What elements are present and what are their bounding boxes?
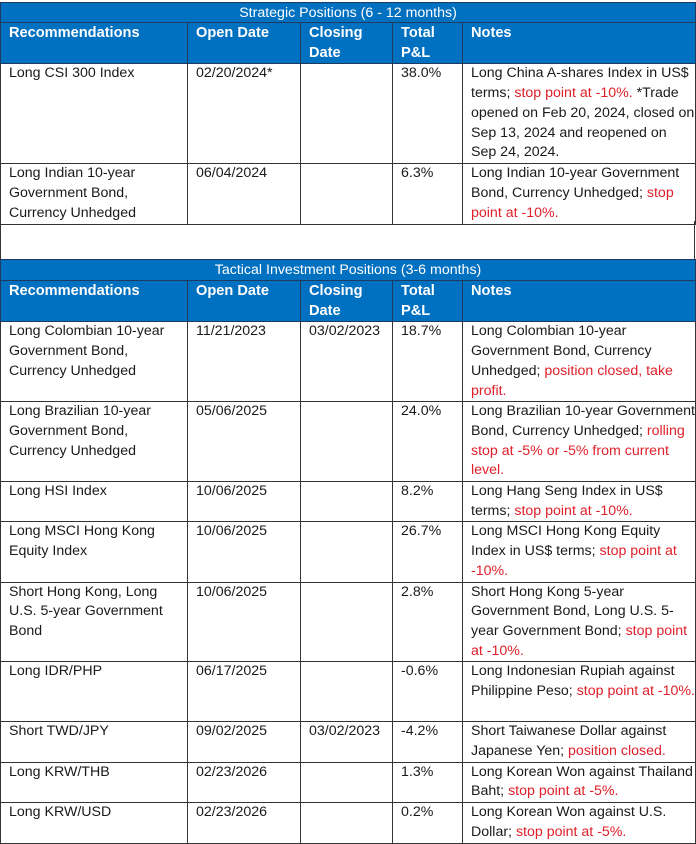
open-date-cell: 02/23/2026 [188,762,301,802]
table-row [1,582,696,662]
notes-text: Long Indonesian Rupiah against Philippine Peso; [471,663,675,700]
notes-alert-text: stop point at -10%. [514,502,633,519]
closing-date-cell [301,662,393,722]
table-row [1,164,696,224]
table-row [1,482,696,522]
column-header-total-pl: Total P&L [393,23,463,64]
total-pl-cell: 0.2% [393,803,463,843]
notes-text: Long Colombian 10-year Government Bond, Currency Unhedged; [471,323,652,379]
closing-date-cell [301,762,393,802]
total-pl-cell: 38.0% [393,64,463,164]
notes-alert-text: stop point at -5%. [508,783,619,800]
closing-date-cell: 03/02/2023 [301,722,393,762]
notes-alert-text: stop point at -10%. [576,683,695,700]
recommendation-cell: Long KRW/USD [1,803,188,843]
closing-date-cell: 03/02/2023 [301,322,393,402]
notes-text: Long Brazilian 10-year Government Bond, Currency Unhedged; [471,403,695,439]
open-date-cell: 10/06/2025 [188,482,301,522]
total-pl-cell: -4.2% [393,722,463,762]
column-header-open-date: Open Date [188,23,301,64]
recommendation-cell: Long Indian 10-year Government Bond, Currency Unhedged [1,164,188,224]
total-pl-cell: 1.3% [393,762,463,802]
recommendation-cell: Long HSI Index [1,482,188,522]
table-row [1,402,696,482]
open-date-cell: 05/06/2025 [188,402,301,482]
recommendation-cell: Long KRW/THB [1,762,188,802]
recommendation-cell: Long Colombian 10-year Government Bond, Currency Unhedged [1,322,188,402]
total-pl-cell: 24.0% [393,402,463,482]
recommendation-cell: Long CSI 300 Index [1,64,188,164]
notes-cell [463,322,696,402]
notes-text: Long Hang Seng Index in US$ terms; [471,483,663,519]
total-pl-cell: 6.3% [393,164,463,224]
notes-cell [463,402,696,482]
notes-text: Long Korean Won against U.S. Dollar; [471,804,667,840]
closing-date-cell [301,582,393,662]
recommendation-cell: Long IDR/PHP [1,662,188,722]
total-pl-cell: -0.6% [393,662,463,722]
closing-date-cell [301,522,393,582]
column-header-open-date: Open Date [188,281,301,322]
tactical-positions-table [0,259,696,844]
closing-date-cell [301,164,393,224]
notes-footnote-text: *Trade opened on Feb 20, 2024, closed on Sep 13, 2024 and reopened on Sep 24, 2024. [471,85,695,161]
notes-alert-text: stop point at -10%. [514,85,633,102]
notes-cell [463,164,696,224]
notes-cell [463,722,696,762]
open-date-cell: 11/21/2023 [188,322,301,402]
notes-text: Short Taiwanese Dollar against Japanese Yen; [471,723,667,760]
notes-cell [463,803,696,843]
closing-date-cell [301,803,393,843]
notes-cell [463,762,696,802]
table-row [1,662,696,722]
notes-text: Long Korean Won against Thailand Baht; [471,763,693,800]
open-date-cell: 02/20/2024* [188,64,301,164]
table-title: Tactical Investment Positions (3-6 months) [1,260,696,281]
notes-alert-text: position closed, take profit. [471,362,673,399]
column-header-recommendations: Recommendations [1,23,188,64]
strategic-positions-table [0,2,696,225]
table-row [1,64,696,164]
notes-cell [463,582,696,662]
column-header-notes: Notes [463,23,696,64]
open-date-cell: 10/06/2025 [188,522,301,582]
notes-alert-text: rolling stop at -5% or -5% from current level. [471,422,685,479]
total-pl-cell: 8.2% [393,482,463,522]
section-spacer [0,221,695,259]
notes-alert-text: stop point at -10%. [471,185,674,221]
recommendation-cell: Short TWD/JPY [1,722,188,762]
recommendation-cell: Short Hong Kong, Long U.S. 5-year Government Bond [1,582,188,662]
notes-cell [463,662,696,722]
open-date-cell: 10/06/2025 [188,582,301,662]
column-header-notes: Notes [463,281,696,322]
notes-text: Long MSCI Hong Kong Equity Index in US$ terms; [471,523,661,560]
table-title: Strategic Positions (6 - 12 months) [1,3,696,23]
notes-text: Long China A-shares Index in US$ terms; [471,65,689,102]
table-row [1,322,696,402]
column-header-closing-date: Closing Date [301,23,393,64]
notes-cell [463,64,696,164]
table-row [1,803,696,843]
notes-cell [463,482,696,522]
notes-alert-text: position closed. [568,743,666,760]
recommendation-cell: Long Brazilian 10-year Government Bond, Currency Unhedged [1,402,188,482]
open-date-cell: 06/17/2025 [188,662,301,722]
notes-alert-text: stop point at -10%. [471,543,677,579]
open-date-cell: 02/23/2026 [188,803,301,843]
notes-text: Long Indian 10-year Government Bond, Currency Unhedged; [471,165,680,202]
recommendation-cell: Long MSCI Hong Kong Equity Index [1,522,188,582]
column-header-closing-date: Closing Date [301,281,393,322]
open-date-cell: 09/02/2025 [188,722,301,762]
table-row [1,722,696,762]
total-pl-cell: 2.8% [393,582,463,662]
total-pl-cell: 18.7% [393,322,463,402]
column-header-total-pl: Total P&L [393,281,463,322]
total-pl-cell: 26.7% [393,522,463,582]
closing-date-cell [301,482,393,522]
table-row [1,522,696,582]
notes-alert-text: stop point at -10%. [471,622,688,659]
column-header-recommendations: Recommendations [1,281,188,322]
notes-alert-text: stop point at -5%. [515,823,627,840]
table-row [1,762,696,802]
notes-cell [463,522,696,582]
open-date-cell: 06/04/2024 [188,164,301,224]
closing-date-cell [301,64,393,164]
notes-text: Short Hong Kong 5-year Government Bond, Long U.S. 5-year Government Bond; [471,583,674,639]
closing-date-cell [301,402,393,482]
